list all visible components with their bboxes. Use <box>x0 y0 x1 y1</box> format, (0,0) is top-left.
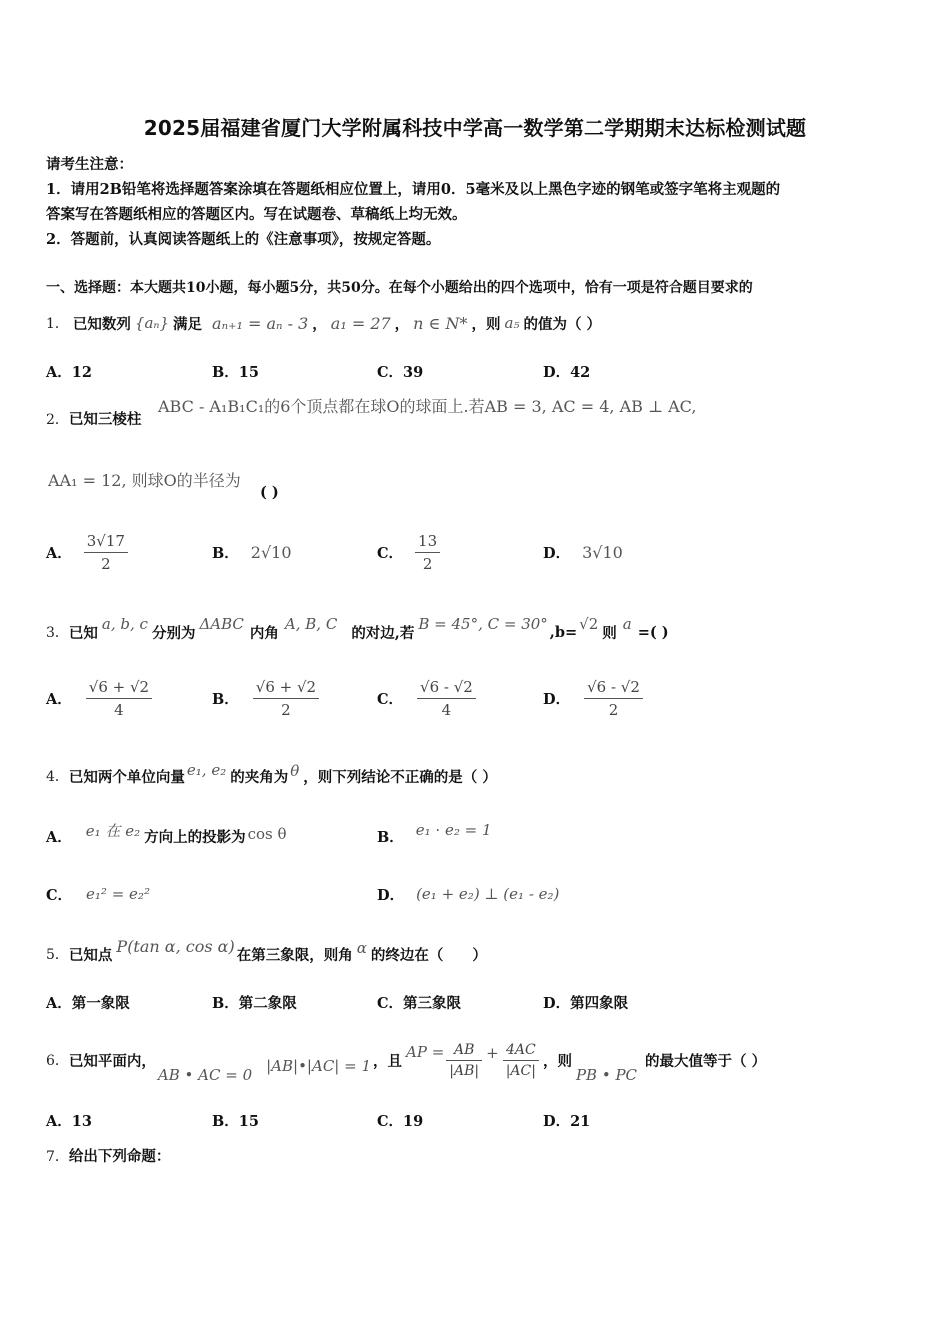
option-label: B． <box>212 544 239 562</box>
q4-theta: θ <box>290 762 300 780</box>
q3-c-denominator: 4 <box>417 698 476 719</box>
q5-text-2: 在第三象限，则角 <box>236 946 353 964</box>
q1-initial: a₁ = 27 <box>330 313 391 333</box>
q3-text-1: 已知 <box>68 624 98 642</box>
q5-option-c[interactable]: C．第三象限 <box>377 995 462 1012</box>
option-label: A． <box>46 690 72 708</box>
q1-text-3: ，则 <box>471 315 501 333</box>
q1-option-d[interactable]: D．42 <box>543 364 591 381</box>
q3-b-value: √2 <box>579 615 599 633</box>
q6-ap: AP = <box>406 1043 445 1061</box>
q4-option-c[interactable] <box>46 876 150 912</box>
section-heading: 一、选择题：本大题共10小题，每小题5分，共50分。在每个小题给出的四个选项中，恰有一项是符合题目要求的 <box>46 280 753 296</box>
q2-b-value: 2√10 <box>250 542 292 562</box>
q1-text-4: 的值为（ ） <box>523 315 602 333</box>
q6-text-2: ，且 <box>373 1052 403 1070</box>
question-number: 2． <box>46 412 69 428</box>
q6-text-4: 的最大值等于（ ） <box>645 1052 767 1070</box>
q2-paren: ( ) <box>260 484 279 501</box>
option-label: B． <box>212 690 239 708</box>
q5-text-1: 已知点 <box>68 946 113 964</box>
q4-b-math: e₁ · e₂ = 1 <box>415 821 492 839</box>
q4-vectors: e₁, e₂ <box>186 761 227 779</box>
q4-a-text: 方向上的投影为 <box>144 828 246 846</box>
q3-condition: B = 45°, C = 30° <box>418 615 548 633</box>
q3-a: a <box>622 615 632 633</box>
q6-frac1-den: |AB| <box>446 1060 482 1079</box>
q6-pb-pc: PB • PC <box>575 1066 638 1084</box>
q4-option-d[interactable] <box>377 876 559 912</box>
q2-math-line-2: AA₁ = 12, 则球O的半径为 <box>48 471 241 490</box>
option-label: D． <box>543 690 571 708</box>
q3-text-5: ,b= <box>549 623 578 641</box>
q4-d-math: (e₁ + e₂) ⊥ (e₁ - e₂) <box>416 885 560 903</box>
notice-heading: 请考生注意： <box>46 156 133 173</box>
q3-sides: a, b, c <box>101 615 148 633</box>
q4-text-3: ，则下列结论不正确的是（ ） <box>303 768 497 786</box>
q2-a-numerator: 3√17 <box>86 531 125 550</box>
q1-a5: a₅ <box>504 314 520 332</box>
q6-option-a[interactable]: A．13 <box>46 1113 92 1130</box>
q2-option-a[interactable] <box>46 528 128 576</box>
q3-d-denominator: 2 <box>584 698 643 719</box>
q3-c-numerator: √6 - √2 <box>420 677 473 696</box>
q6-frac2-den: |AC| <box>503 1060 539 1079</box>
option-label: A． <box>46 828 72 846</box>
q3-option-a[interactable] <box>46 673 152 723</box>
q6-abs-product: |AB|•|AC| = 1 <box>266 1057 372 1075</box>
q3-a-numerator: √6 + √2 <box>88 677 150 696</box>
q6-text-3: ，则 <box>542 1052 572 1070</box>
q6-option-c[interactable]: C．19 <box>377 1113 424 1130</box>
q1-option-a[interactable]: A．12 <box>46 364 92 381</box>
q3-a-denominator: 4 <box>86 698 152 719</box>
q6-option-d[interactable]: D．21 <box>543 1113 591 1130</box>
question-5 <box>46 934 487 974</box>
q4-option-a[interactable] <box>46 818 287 854</box>
option-label: D． <box>543 544 571 562</box>
q2-option-b[interactable] <box>212 528 292 576</box>
question-7 <box>46 1145 170 1166</box>
q1-text-2: 满足 <box>173 315 203 333</box>
q3-b-numerator: √6 + √2 <box>255 677 317 696</box>
question-6 <box>46 1030 766 1090</box>
q6-plus: + <box>486 1044 499 1062</box>
q1-option-c[interactable]: C．39 <box>377 364 424 381</box>
q4-text-2: 的夹角为 <box>230 768 289 786</box>
q6-frac2-num: 4AC <box>505 1041 536 1058</box>
question-number: 3． <box>46 625 69 641</box>
q4-c-math: e₁² = e₂² <box>86 885 150 903</box>
q6-frac1-num: AB <box>454 1041 475 1058</box>
notice-line-3: 2．答题前，认真阅读答题纸上的《注意事项》，按规定答题。 <box>46 231 441 248</box>
option-label: C． <box>377 690 404 708</box>
q1-recurrence: aₙ₊₁ = aₙ - 3 <box>212 313 309 333</box>
question-number: 4． <box>46 769 69 785</box>
q3-text-4: 的对边,若 <box>351 624 415 642</box>
question-number: 5． <box>46 947 69 963</box>
q2-math-line-1: ABC - A₁B₁C₁的6个顶点都在球O的球面上.若AB = 3, AC = 4, AB ⊥ AC, <box>158 397 697 416</box>
q2-c-denominator: 2 <box>415 552 440 573</box>
q3-option-d[interactable] <box>543 673 643 723</box>
option-label: C． <box>377 544 404 562</box>
option-label: C． <box>46 886 73 904</box>
option-label: B． <box>377 828 404 846</box>
q4-a-math-2: cos θ <box>247 825 287 843</box>
q2-option-d[interactable] <box>543 528 623 576</box>
q1-option-b[interactable]: B．15 <box>212 364 259 381</box>
question-2 <box>46 408 141 429</box>
question-number: 1． <box>46 316 69 332</box>
q3-option-b[interactable] <box>212 673 319 723</box>
question-number: 6． <box>46 1053 69 1069</box>
q3-text-7: =( ) <box>637 623 669 641</box>
q2-d-value: 3√10 <box>582 542 623 562</box>
q2-a-denominator: 2 <box>84 552 128 573</box>
q3-d-numerator: √6 - √2 <box>587 677 640 696</box>
q3-text-6: 则 <box>602 624 617 642</box>
notice-line-2: 答案写在答题纸相应的答题区内。写在试题卷、草稿纸上均无效。 <box>46 206 467 223</box>
q6-dot-product: AB • AC = 0 <box>157 1066 253 1084</box>
q6-option-b[interactable]: B．15 <box>212 1113 259 1130</box>
question-number: 7． <box>46 1149 69 1165</box>
notice-line-1: 1．请用2B铅笔将选择题答案涂填在答题纸相应位置上，请用0．5毫米及以上黑色字迹的钢笔或签字笔将主观题的 <box>46 181 781 198</box>
option-label: D． <box>377 886 405 904</box>
q3-triangle: ΔABC <box>199 615 244 633</box>
q3-option-c[interactable] <box>377 673 476 723</box>
q5-option-b[interactable]: B．第二象限 <box>212 995 297 1012</box>
q2-c-numerator: 13 <box>418 531 438 550</box>
q1-domain: n ∈ N* <box>413 313 468 333</box>
q6-text-1: 已知平面内， <box>68 1052 156 1070</box>
q7-text: 给出下列命题： <box>68 1148 171 1165</box>
q1-sequence: {aₙ} <box>134 314 170 332</box>
q2-option-c[interactable] <box>377 528 440 576</box>
q4-text-1: 已知两个单位向量 <box>68 768 185 786</box>
q2-text-1: 已知三棱柱 <box>68 411 142 428</box>
q3-b-denominator: 2 <box>253 698 319 719</box>
page-title: 2025届福建省厦门大学附属科技中学高一数学第二学期期末达标检测试题 <box>143 116 807 140</box>
q4-a-math: e₁ 在 e₂ <box>85 821 141 840</box>
option-label: A． <box>46 544 72 562</box>
q3-text-2: 分别为 <box>151 624 196 642</box>
q5-option-a[interactable]: A．第一象限 <box>46 995 130 1012</box>
q5-option-d[interactable]: D．第四象限 <box>543 995 629 1012</box>
q5-point: P(tan α, cos α) <box>116 936 235 956</box>
question-3 <box>46 612 669 652</box>
q3-text-3: 内角 <box>249 624 279 642</box>
q5-text-3: 的终边在（ ） <box>370 946 487 964</box>
q1-text-1: 已知数列 <box>72 315 131 333</box>
q5-alpha: α <box>356 939 367 957</box>
question-1: 1． 已知数列 {aₙ} 满足 aₙ₊₁ = aₙ - 3 ， a₁ = 27 ， n ∈ N* ，则 a₅ 的值为（ ） <box>46 313 602 333</box>
q3-angles: A, B, C <box>284 615 338 633</box>
q4-option-b[interactable] <box>377 818 492 854</box>
question-4 <box>46 760 497 792</box>
